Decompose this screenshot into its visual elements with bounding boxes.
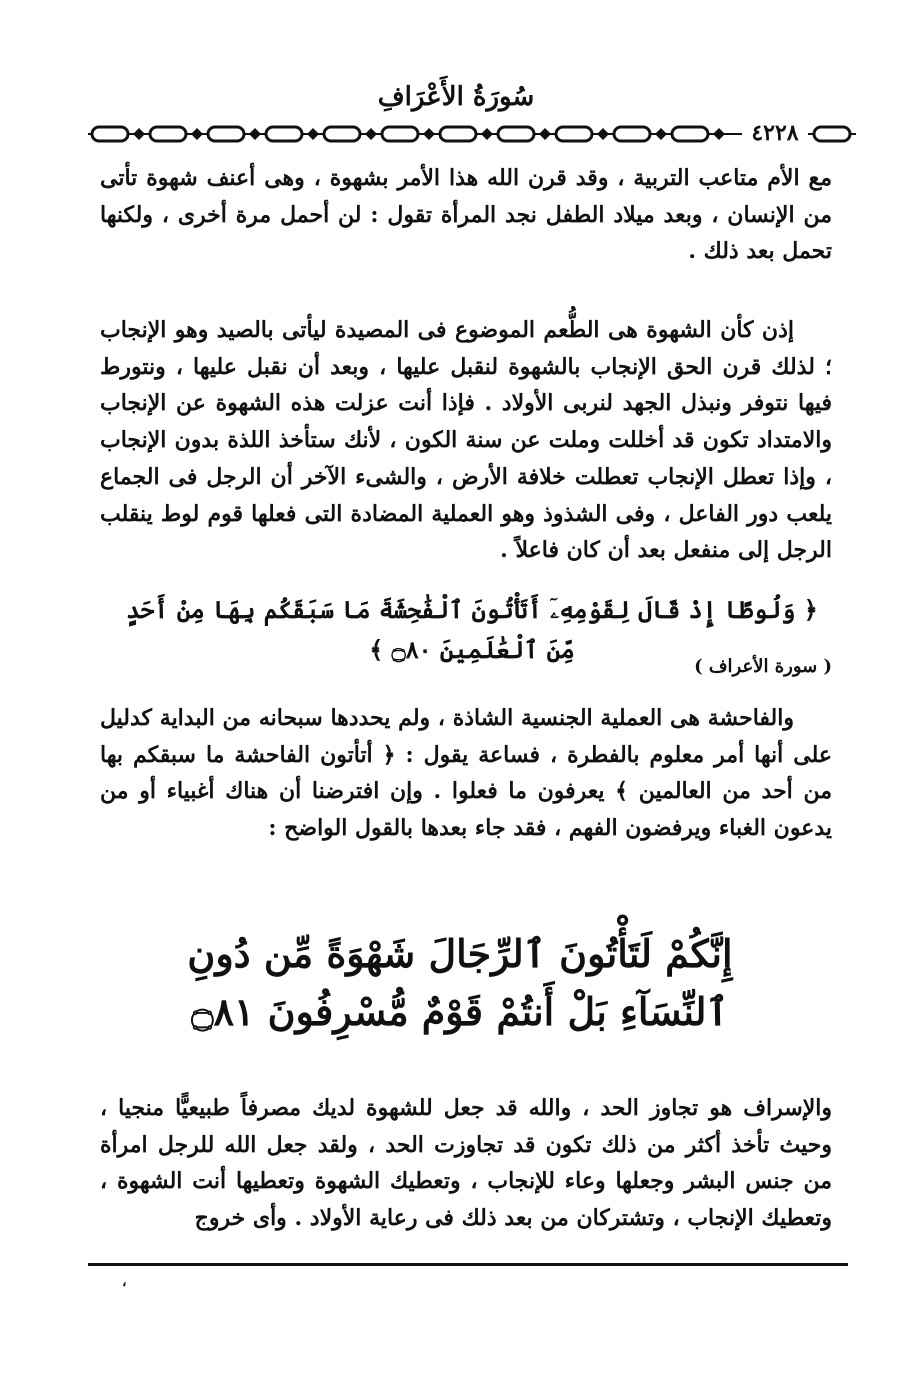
header-ornament-border (88, 120, 856, 148)
paragraph-3: والفاحشة هى العملية الجنسية الشاذة ، ولم يحددها سبحانه من البداية كدليل على أنها أمر معلوم بالفطرة ، فساعة يقول : ﴿ أتأتون الفاحشة ما سبقكم بها من أحد من العالمين ﴾ يعرفون ما فعلوا . وإن افترضنا أن هناك أغبياء أو من يدعون الغباء ويرفضون الفهم ، فقد جاء بعدها بالقول الواضح : (100, 705, 832, 842)
verse-reference: ( سورة الأعراف ) (694, 656, 832, 677)
footer-mark: ، (122, 1274, 127, 1290)
page-number: ٤٢٢٨ (742, 118, 808, 148)
quran-verse-81-line-1: إِنَّكُمْ لَتَأْتُونَ ٱلرِّجَالَ شَهْوَةً مِّن دُونِ (187, 931, 733, 976)
quran-verse-80: ﴿ وَلُوطًا إِذْ قَالَ لِقَوْمِهِۦٓ أَتَأْتُونَ ٱلْفَٰحِشَةَ مَا سَبَقَكُم بِهَا مِنْ أَحَدٍ مِّنَ ٱلْعَٰلَمِينَ ۝٨٠ ﴾ (126, 595, 818, 664)
paragraph-1: مع الأم متاعب التربية ، وقد قرن الله هذا الأمر بشهوة ، وهى أعنف شهوة تأتى من الإنسان ، وبعد ميلاد الطفل نجد المرأة تقول : لن أحمل مرة أخرى ، ولكنها تحمل بعد ذلك . (100, 165, 832, 265)
paragraph-4: والإسراف هو تجاوز الحد ، والله قد جعل للشهوة لديك مصرفاً طبيعيًّا منجيا ، وحيث تأخذ أكثر من ذلك تكون قد تجاوزت الحد ، ولقد جعل الله للرجل امرأة من جنس البشر وجعلها وعاء للإنجاب ، وتعطيك الشهوة وتعطيها أنت الشهوة ، وتعطيك الإنجاب ، وتشتركان من بعد ذلك فى رعاية الأولاد . وأى خروج (100, 1095, 832, 1232)
paragraph-2: إذن كأن الشهوة هى الطُّعم الموضوع فى المصيدة ليأتى بالصيد وهو الإنجاب ؛ لذلك قرن الحق الإنجاب بالشهوة لنقبل عليها ، وبعد أن نقبل عليها ، ونتورط فيها نتوفر ونبذل الجهد لنربى الأولاد . فإذا أنت عزلت هذه الشهوة عن الإنجاب والامتداد تكون قد أخللت وملت عن سنة الكون ، لأنك ستأخذ اللذة بدون الإنجاب ، وإذا تعطل الإنجاب تعطلت خلافة الأرض ، والشىء الآخر أن الرجل فى الجماع يلعب دور الفاعل ، وفى الشذوذ وهو العملية المضادة التى فعلها قوم لوط ينقلب الرجل إلى منفعل بعد أن كان فاعلاً . (100, 317, 832, 564)
surah-title: سُورَةُ الأَعْرَافِ (377, 82, 535, 112)
footer-rule (88, 1263, 848, 1266)
quran-verse-81-line-2: ٱلنِّسَآءِ بَلْ أَنتُمْ قَوْمٌ مُّسْرِفُونَ ۝٨١ (191, 989, 729, 1034)
